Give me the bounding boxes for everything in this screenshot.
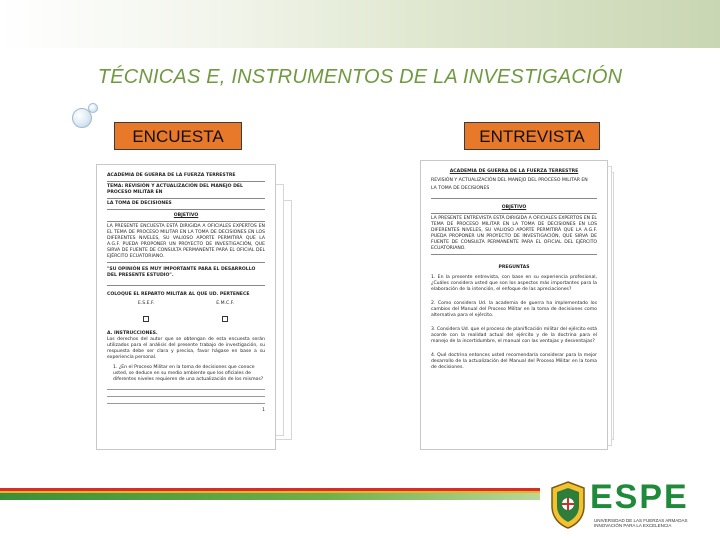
bottom-bar-green (0, 493, 540, 500)
entrevista-question-4: 4. Qué doctrina entonces usted recomendaría considerar para la mejor desarrollo de la actualización del Manual del Proceso Militar en la toma de decisiones. (431, 353, 597, 370)
entrevista-doc (420, 160, 608, 450)
entrevista-objetivo-text: LA PRESENTE ENTREVISTA ESTÁ DIRIGIDA A OFICIALES EXPERTOS EN EL TEMA DE PROCESO MILITAR EN LA TOMA DE DECISIONES EN LOS DIFERENTES NIVELES, SU VALIOSO APORTE PERMITIRÁ QUE LA A.G.F. PUEDA PROPONER UN PROYECTO DE INVESTIGACIÓN, QUE SIRVA DE FUENTE DE CONSULTA PERMANENTE PARA EL OFICIAL DEL EJÉRCITO ECUATORIANO. (431, 216, 597, 251)
top-gradient-band (0, 0, 720, 48)
encuesta-tema: TEMA: REVISIÓN Y ACTUALIZACIÓN DEL MANEJO DEL PROCESO MILITAR EN (107, 184, 243, 195)
encuesta-importance: "SU OPINIÓN ES MUY IMPORTANTE PARA EL DESARROLLO DEL PRESENTE ESTUDIO". (107, 267, 256, 278)
slide-title: TÉCNICAS E, INSTRUMENTOS DE LA INVESTIGACIÓN (97, 66, 623, 88)
entrevista-tema2: LA TOMA DE DECISIONES (431, 186, 490, 191)
espe-logo (548, 478, 698, 540)
encuesta-objetivo-title: OBJETIVO (173, 213, 199, 218)
entrevista-question-2: 2. Como considera Ud. la academia de guerra ha implementado los cambios del Manual del Proceso Militar en la toma de decisiones como alternativa para el ejército. (431, 301, 597, 318)
encuesta-reparto: COLOQUE EL REPARTO MILITAR AL QUE UD. PERTENECE (107, 292, 250, 297)
encuesta-header: ACADEMIA DE GUERRA DE LA FUERZA TERRESTRE (107, 173, 236, 178)
espe-logo-subtitle: UNIVERSIDAD DE LAS FUERZAS ARMADAS INNOVACIÓN PARA LA EXCELENCIA (594, 518, 688, 528)
encuesta-objetivo-text: LA PRESENTE ENCUESTA ESTÁ DIRIGIDA A OFICIALES EXPERTOS EN EL TEMA DE PROCESO MILITAR EN LA TOMA DE DECISIONES EN LOS DIFERENTES NIVELES, SU VALIOSO APORTE PERMITIRÁ QUE LA A.G.F. PUEDA PROPONER UN PROYECTO DE INVESTIGACIÓN, QUE SIRVA DE FUENTE DE CONSULTA PERMANENTE PARA EL OFICIAL DEL EJÉRCITO ECUATORIANO. (107, 224, 265, 259)
encuesta-section-a: A. INSTRUCCIONES. (107, 331, 158, 336)
entrevista-objetivo-title: OBJETIVO (501, 205, 527, 210)
encuesta-instructions: Los derechos del autor que se obtengan de esta encuesta serán utilizados para el análisis del presente trabajo de investigación, su respuesta debe ser clara y precisa, favor hágase en base a su experiencia personal. (107, 337, 265, 360)
entrevista-preguntas-title: PREGUNTAS (498, 265, 530, 270)
encuesta-checkbox-2[interactable] (222, 316, 228, 322)
encuesta-doc (96, 164, 276, 450)
encuesta-option-2: E.M.C.F. (216, 301, 235, 306)
encuesta-tema2: LA TOMA DE DECISIONES (107, 201, 172, 206)
encuesta-option-1: E.S.E.F. (137, 301, 155, 306)
encuesta-checkbox-1[interactable] (143, 316, 149, 322)
entrevista-question-3: 3. Considera Ud. que el proceso de planificación militar del ejército está acorde con la realidad actual del ejército y de la doctrina para el manejo de la incertidumbre, el manual con las ventajas y desventajas? (431, 327, 597, 344)
decorative-bubble-large (72, 108, 92, 128)
entrevista-tema: REVISIÓN Y ACTUALIZACIÓN DEL MANEJO DEL PROCESO MILITAR EN (431, 178, 588, 183)
entrevista-label: ENTREVISTA (464, 122, 600, 150)
entrevista-header: ACADEMIA DE GUERRA DE LA FUERZA TERRESTRE (449, 169, 579, 174)
entrevista-question-1: 1. En la presente entrevista, con base en su experiencia profesional, ¿Cuáles considera usted que son los aspectos más importantes para la elaboración de la intención, el enfoque de las apreciaciones? (431, 275, 597, 292)
encuesta-page-number: 1 (262, 408, 265, 413)
encuesta-label: ENCUESTA (114, 122, 242, 150)
espe-emblem-icon (548, 480, 588, 530)
espe-logo-text: ESPE (590, 478, 689, 516)
encuesta-question-1: 1. ¿En el Proceso Militar en la toma de decisiones que conoce usted, se deduce en su medio ambiente que los oficiales de diferentes niveles requieren de una actualización de los mismos? (113, 365, 264, 382)
